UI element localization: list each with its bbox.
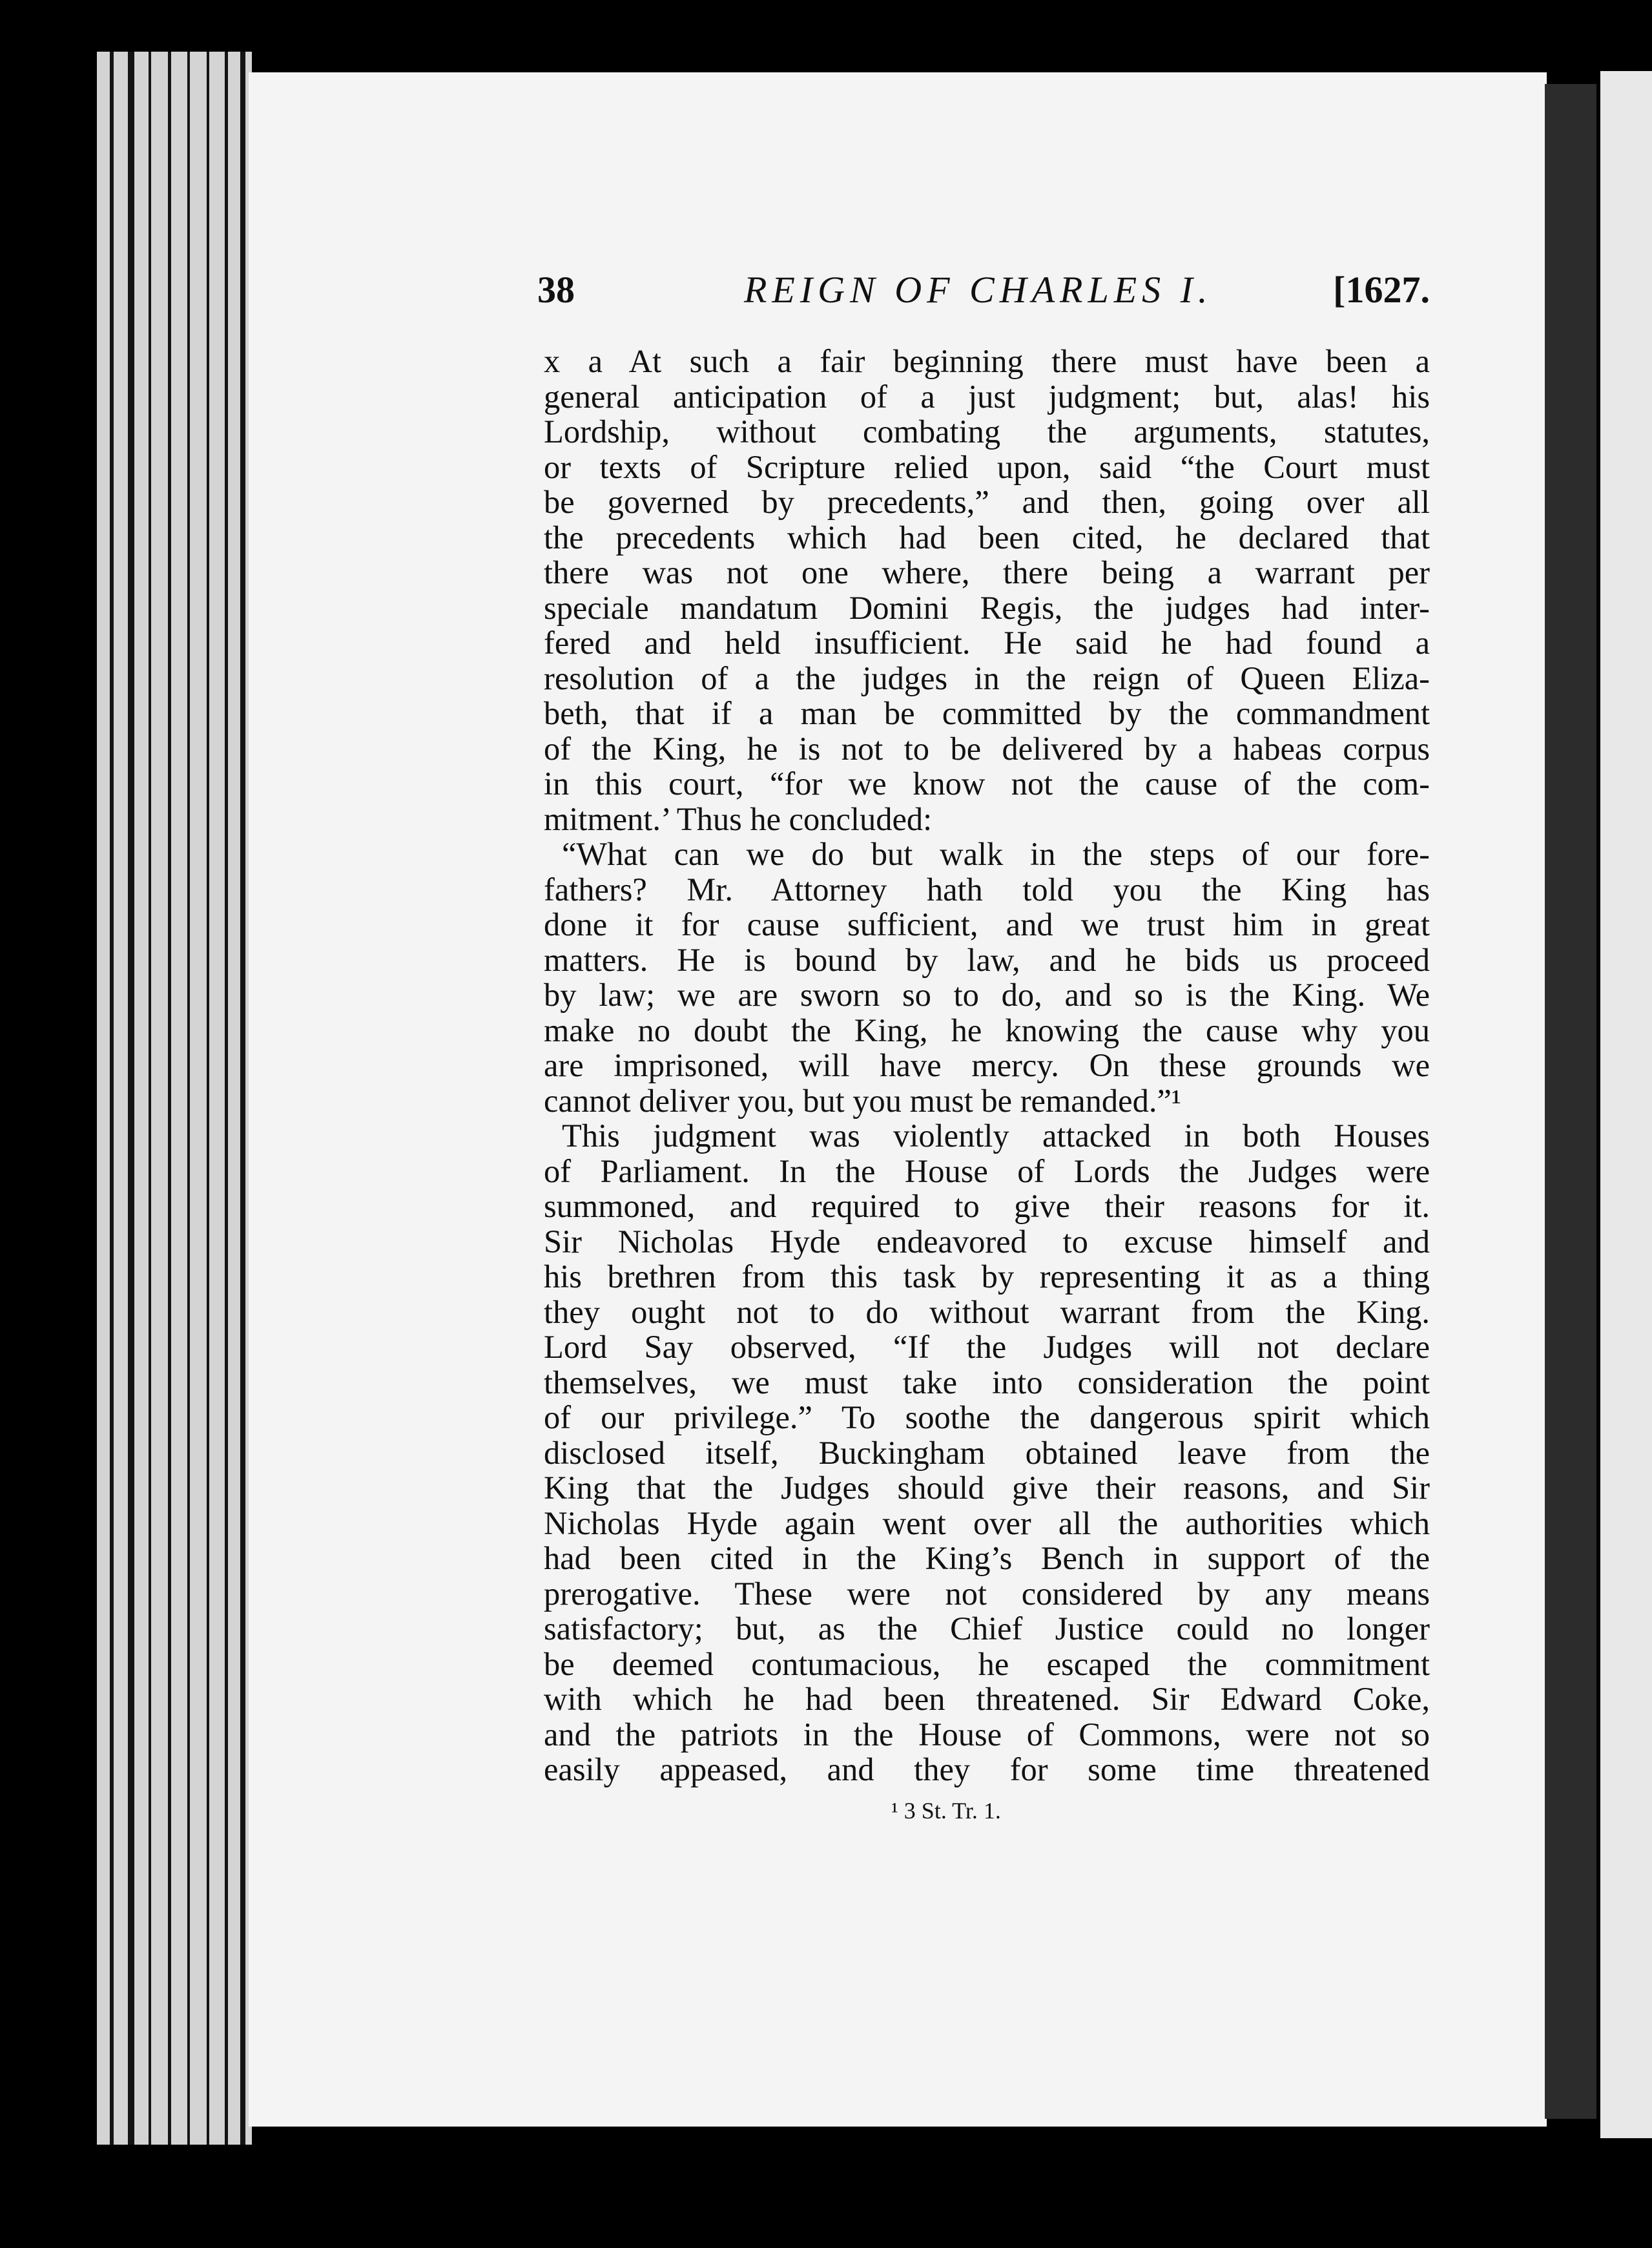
text-line: Nicholas Hyde again went over all the authorities which xyxy=(544,1504,1430,1541)
text-line: or texts of Scripture relied upon, said “the Court must xyxy=(544,448,1430,485)
text-line: of the King, he is not to be delivered by a habeas corpus xyxy=(544,730,1430,767)
page-edge-line xyxy=(240,52,245,2145)
header-year: [1627. xyxy=(1333,269,1430,311)
text-line: had been cited in the King’s Bench in support of the xyxy=(544,1540,1430,1576)
page-edge-line xyxy=(207,52,209,2145)
text-line: with which he had been threatened. Sir Edward Coke, xyxy=(544,1681,1430,1717)
text-line: Lordship, without combating the arguments, statutes, xyxy=(544,413,1430,450)
facing-page-edge xyxy=(1600,71,1652,2138)
page-edge-line xyxy=(225,52,228,2145)
text-line: they ought not to do without warrant from the King. xyxy=(544,1293,1430,1330)
running-title: REIGN OF CHARLES I. xyxy=(744,269,1213,311)
text-line: matters. He is bound by law, and he bids us proceed xyxy=(544,941,1430,978)
text-line: beth, that if a man be committed by the commandment xyxy=(544,695,1430,731)
page-edge-line xyxy=(128,52,134,2145)
text-line: satisfactory; but, as the Chief Justice could no longer xyxy=(544,1610,1430,1647)
text-line: his brethren from this task by representing it as a thing xyxy=(544,1258,1430,1295)
text-line: make no doubt the King, he knowing the cause why you xyxy=(544,1012,1430,1048)
page-edge-line xyxy=(149,52,151,2145)
text-line: themselves, we must take into consideration the point xyxy=(544,1364,1430,1400)
text-line: Sir Nicholas Hyde endeavored to excuse himself and xyxy=(544,1223,1430,1260)
text-line: by law; we are sworn so to do, and so is the King. We xyxy=(544,977,1430,1013)
body-text xyxy=(544,344,1430,1787)
text-line: in this court, “for we know not the cause of the com- xyxy=(544,765,1430,802)
text-line: fathers? Mr. Attorney hath told you the King has xyxy=(544,871,1430,908)
text-line: there was not one where, there being a warrant per xyxy=(544,554,1430,590)
text-line: done it for cause sufficient, and we trust him in great xyxy=(544,906,1430,942)
book-page-edges xyxy=(97,52,252,2145)
footnote: ¹ 3 St. Tr. 1. xyxy=(891,1798,1001,1824)
text-line: cannot deliver you, but you must be remanded.”¹ xyxy=(544,1082,1181,1119)
text-line: Lord Say observed, “If the Judges will not declare xyxy=(544,1329,1430,1365)
text-line: are imprisoned, will have mercy. On these grounds we xyxy=(544,1047,1430,1083)
text-line: the precedents which had been cited, he declared that xyxy=(544,519,1430,556)
gutter-shadow xyxy=(1545,84,1596,2119)
text-line: This judgment was violently attacked in both Houses xyxy=(562,1118,1430,1154)
text-line: resolution of a the judges in the reign of Queen Eliza- xyxy=(544,660,1430,696)
page-number: 38 xyxy=(537,269,575,311)
text-line: easily appeased, and they for some time threatened xyxy=(544,1751,1430,1787)
text-line: “What can we do but walk in the steps of our fore- xyxy=(562,836,1430,872)
text-line: be governed by precedents,” and then, going over all xyxy=(544,484,1430,520)
text-line: of our privilege.” To soothe the dangerous spirit which xyxy=(544,1399,1430,1435)
text-line: mitment.’ Thus he concluded: xyxy=(544,800,933,837)
text-line: and the patriots in the House of Commons, were not so xyxy=(544,1716,1430,1753)
page-edge-line xyxy=(168,52,171,2145)
page-edge-line xyxy=(187,52,190,2145)
page-edge-line xyxy=(110,52,114,2145)
text-line: disclosed itself, Buckingham obtained leave from the xyxy=(544,1434,1430,1471)
text-line: speciale mandatum Domini Regis, the judges had inter- xyxy=(544,589,1430,626)
text-line: be deemed contumacious, he escaped the commitment xyxy=(544,1645,1430,1682)
text-line: x a At such a fair beginning there must have been a xyxy=(544,343,1430,379)
text-line: King that the Judges should give their reasons, and Sir xyxy=(544,1470,1430,1506)
text-line: of Parliament. In the House of Lords the Judges were xyxy=(544,1152,1430,1189)
text-line: general anticipation of a just judgment; but, alas! his xyxy=(544,378,1430,415)
text-line: summoned, and required to give their reasons for it. xyxy=(544,1188,1430,1224)
running-header xyxy=(537,268,1430,313)
text-line: fered and held insufficient. He said he had found a xyxy=(544,625,1430,661)
text-line: prerogative. These were not considered by any means xyxy=(544,1575,1430,1612)
